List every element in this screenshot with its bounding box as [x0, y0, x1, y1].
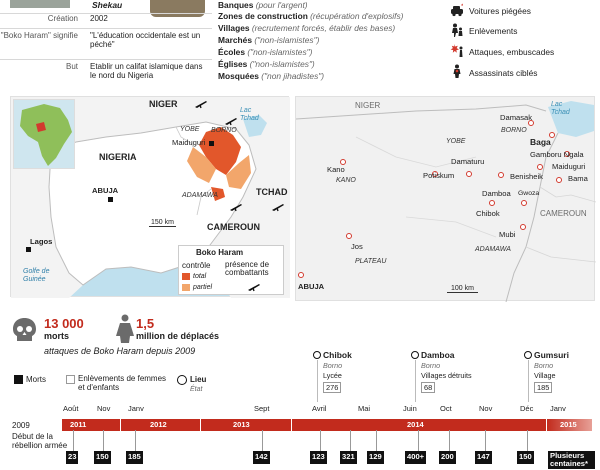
info-value: Etablir un califat islamique dans le nord du Nigeria: [90, 62, 203, 80]
legend-place: Lieu: [190, 375, 207, 384]
method-label: Assassinats ciblés: [469, 68, 538, 78]
legend-control: contrôle: [182, 261, 211, 270]
method-label: Voitures piégées: [469, 6, 531, 16]
death-count: 400+: [405, 451, 426, 464]
label-state-plateau: PLATEAU: [355, 258, 387, 265]
scale-bar: 100 km: [447, 285, 478, 293]
event-marker: [411, 351, 419, 359]
info-row: [0, 28, 212, 58]
timeline-tick: [73, 430, 74, 451]
attack-marker: [498, 172, 504, 178]
label-city-kano: Kano: [327, 165, 345, 174]
attack-marker: [489, 200, 495, 206]
death-count: 150: [94, 451, 111, 464]
label-city-abuja-right: ABUJA: [298, 282, 325, 291]
legend-swatch-partial: [182, 284, 190, 291]
month-label: Avril: [312, 404, 327, 413]
target-item: [218, 71, 324, 81]
death-count: 321: [340, 451, 357, 464]
label-city-baga: Baga: [530, 137, 551, 147]
stat-displaced-label: million de déplacés: [136, 331, 220, 341]
info-key: But: [65, 62, 78, 71]
target-label: Églises: [218, 59, 248, 69]
label-city-damaturu: Damaturu: [451, 157, 485, 166]
timeline-tick: [135, 430, 136, 451]
label-city-benisheik: Benisheik: [510, 172, 543, 181]
event-place: Chibok: [323, 350, 352, 360]
stat-deaths-label: morts: [44, 331, 70, 341]
label-city-chibok: Chibok: [476, 209, 500, 218]
info-key: "Boko Haram" signifie: [0, 31, 78, 40]
timeline-tick: [262, 430, 263, 451]
label-city-damasak: Damasak: [500, 113, 533, 122]
label-state-kano: KANO: [336, 177, 356, 184]
displaced-person-icon: [115, 314, 135, 344]
attack-marker: [298, 272, 304, 278]
event-state: Borno: [421, 361, 441, 370]
target-item: [218, 11, 403, 21]
label-city-lagos: Lagos: [30, 237, 53, 246]
month-label: Janv: [128, 404, 144, 413]
event-place: Damboa: [421, 350, 455, 360]
city-marker: [26, 247, 31, 252]
legend-dead: Morts: [26, 375, 46, 384]
death-count: 185: [126, 451, 143, 464]
event-state: Borno: [534, 361, 554, 370]
month-label: Janv: [550, 404, 566, 413]
month-label: Août: [63, 404, 79, 413]
target-item: [218, 59, 315, 69]
legend-swatch-kidnapped: [66, 375, 75, 384]
map-legend: [178, 245, 284, 295]
label-city-jos: Jos: [351, 242, 363, 251]
skull-icon: [12, 317, 37, 344]
scale-bar: 150 km: [151, 219, 174, 226]
info-row: [0, 13, 212, 27]
info-row: [0, 59, 212, 87]
city-marker: [108, 197, 113, 202]
event-marker: [313, 351, 321, 359]
month-label: Sept: [254, 404, 270, 413]
timeline-tick: [376, 430, 377, 451]
timeline-tick: [350, 430, 351, 451]
year-label: 2014: [407, 420, 424, 429]
target-note: ("non-islamistes"): [254, 35, 320, 45]
target-note: (recrutement forcés, établir des bases): [251, 23, 396, 33]
death-count: 147: [475, 451, 492, 464]
label-lake-chad: Lac Tchad: [240, 107, 259, 122]
event-place: Gumsuri: [534, 350, 569, 360]
legend-partial: partiel: [193, 284, 213, 291]
legend-kidnapped: Enlèvements de femmes et d'enfants: [78, 374, 167, 392]
attack-marker: [520, 224, 526, 230]
target-label: Mosquées: [218, 71, 259, 81]
target-item: [218, 23, 395, 33]
timeline-tick: [320, 430, 321, 451]
month-label: Juin: [403, 404, 417, 413]
legend-swatch-total: [182, 273, 190, 280]
death-count: 142: [253, 451, 270, 464]
legend-place-marker: [177, 375, 187, 385]
map-attacks-detail: [295, 96, 595, 301]
month-label: Nov: [479, 404, 493, 413]
death-count: 200: [439, 451, 456, 464]
event-connector: [317, 360, 318, 402]
death-count: 23: [66, 451, 78, 464]
death-count: 123: [310, 451, 327, 464]
label-city-maiduguri: Maiduguri: [172, 138, 206, 147]
target-note: ("non-islamistes"): [249, 59, 315, 69]
label-city-potiskum: Potiskum: [423, 171, 455, 180]
label-city-gamboru: Gamboru Ngala: [530, 150, 584, 159]
assassination-icon: [450, 64, 464, 78]
target-item: [218, 47, 312, 57]
label-city-mubi: Mubi: [499, 230, 516, 239]
stat-displaced-value: 1,5: [136, 316, 155, 331]
label-niger-right: NIGER: [355, 101, 381, 110]
fighters-icon: [271, 202, 285, 212]
top-left-photo: [10, 0, 70, 8]
death-count: 150: [517, 451, 534, 464]
label-state-yobe: YOBE: [446, 138, 466, 145]
timeline-tick: [103, 430, 104, 451]
event-kidnapped-count: 68: [421, 382, 435, 393]
label-niger: NIGER: [149, 99, 178, 109]
target-item: [218, 35, 319, 45]
africa-shape: [14, 100, 76, 170]
label-city-bama: Bama: [568, 174, 588, 183]
month-label: Déc: [520, 404, 534, 413]
label-nigeria: NIGERIA: [99, 152, 137, 162]
label-lake-chad-right: Lac Tchad: [551, 101, 570, 116]
death-count: Plusieurs centaines*: [548, 451, 595, 469]
timeline-tick: [449, 430, 450, 451]
attack-marker: [466, 171, 472, 177]
attack-icon: [450, 43, 464, 57]
target-item: [218, 0, 308, 10]
target-label: Écoles: [218, 47, 246, 57]
timeline-tick: [485, 430, 486, 451]
label-city-damboa: Damboa: [482, 189, 511, 198]
stat-caption: attaques de Boko Haram depuis 2009: [44, 346, 196, 356]
method-label: Attaques, embuscades: [469, 47, 555, 57]
attack-marker: [556, 177, 562, 183]
method-label: Enlèvements: [469, 26, 518, 36]
event-marker: [524, 351, 532, 359]
target-label: Banques: [218, 0, 254, 10]
inset-africa-map: [13, 99, 75, 169]
year-label: 2011: [70, 420, 87, 429]
info-value: "L'éducation occidentale est un péché": [90, 31, 201, 49]
fighters-icon: [194, 99, 208, 109]
timeline-start-label: Début de la rébellion armée: [12, 432, 68, 450]
label-state-yobe: YOBE: [180, 126, 200, 133]
event-kidnapped-count: 185: [534, 382, 552, 393]
event-kidnapped-count: 276: [323, 382, 341, 393]
label-city-abuja: ABUJA: [92, 186, 119, 195]
target-label: Villages: [218, 23, 250, 33]
label-state-borno: BORNO: [211, 127, 237, 134]
info-key: Création: [47, 14, 78, 23]
timeline-tick: [527, 430, 528, 451]
target-note: (pour l'argent): [255, 0, 308, 10]
target-label: Zones de construction: [218, 11, 308, 21]
kidnapping-icon: [450, 23, 464, 37]
fighters-icon: [229, 202, 243, 212]
legend-presence: présence de combattants: [225, 260, 270, 277]
year-label: 2012: [150, 420, 167, 429]
label-state-adamawa: ADAMAWA: [475, 246, 511, 253]
target-note: ("non jihadistes"): [261, 71, 325, 81]
target-label: Marchés: [218, 35, 252, 45]
label-tchad: TCHAD: [256, 187, 288, 197]
label-gulf-guinea: Golfe de Guinée: [23, 268, 50, 283]
death-count: 129: [367, 451, 384, 464]
attack-marker: [521, 200, 527, 206]
attack-marker: [346, 233, 352, 239]
legend-total: total: [193, 273, 207, 280]
legend-swatch-dead: [14, 375, 23, 384]
label-city-maiduguri: Maiduguri: [552, 162, 586, 171]
info-value: 2002: [90, 14, 108, 23]
city-marker: [209, 141, 214, 146]
event-type: Villages détruits: [421, 371, 472, 380]
event-state: Borno: [323, 361, 343, 370]
label-state-adamawa: ADAMAWA: [182, 192, 218, 199]
legend-state: État: [190, 386, 203, 393]
map-base: [296, 97, 596, 302]
leader-name: Shekau: [92, 0, 123, 10]
label-cameroun: CAMEROUN: [207, 222, 260, 232]
legend-title: Boko Haram: [196, 248, 244, 257]
label-city-gwoza: Gwoza: [518, 190, 540, 197]
target-note: (récupération d'explosifs): [310, 11, 404, 21]
fighters-icon: [224, 116, 238, 126]
month-label: Mai: [358, 404, 371, 413]
stat-deaths-value: 13 000: [44, 316, 84, 331]
target-note: ("non-islamistes"): [247, 47, 313, 57]
timeline-start-year: 2009: [12, 421, 30, 430]
timeline-tick: [418, 430, 419, 451]
label-cameroun-right: CAMEROUN: [540, 209, 587, 218]
label-state-borno: BORNO: [501, 127, 527, 134]
event-type: Village: [534, 371, 556, 380]
attack-marker: [537, 164, 543, 170]
event-connector: [528, 360, 529, 402]
event-type: Lycée: [323, 371, 342, 380]
event-connector: [415, 360, 416, 402]
year-label: 2015: [560, 420, 577, 429]
year-label: 2013: [233, 420, 250, 429]
fighters-icon: [247, 282, 261, 292]
month-label: Oct: [440, 404, 452, 413]
car-bomb-icon: [450, 3, 464, 17]
month-label: Nov: [97, 404, 111, 413]
